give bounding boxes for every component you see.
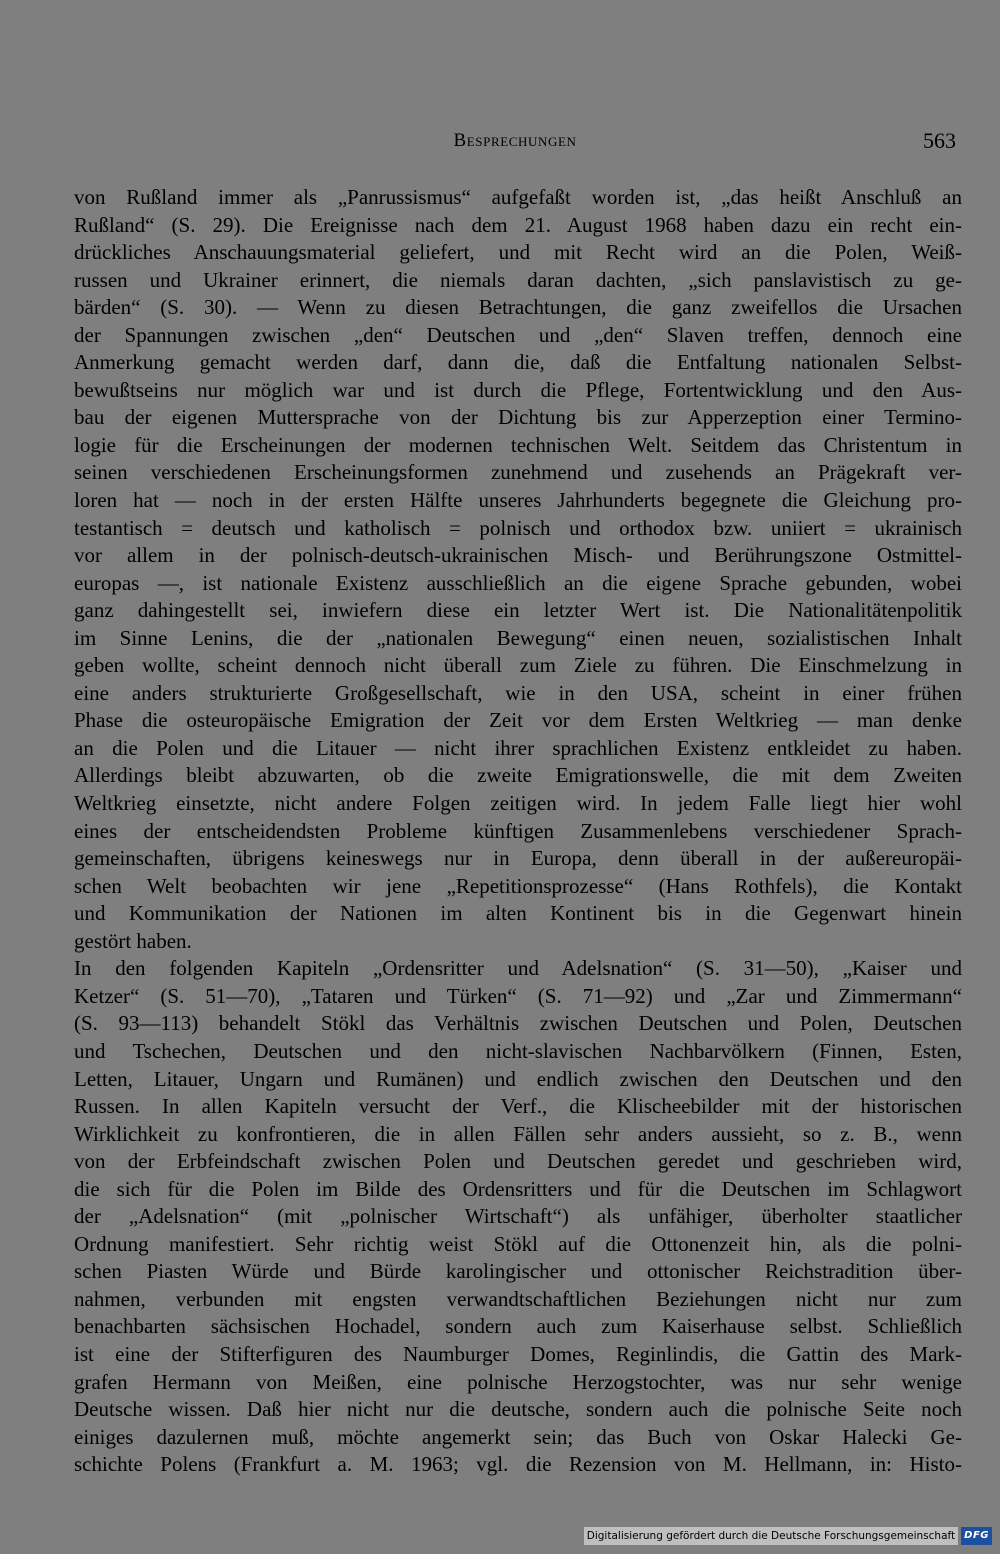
text-line: nahmen, verbunden mit engsten verwandtschaftlichen Beziehungen nicht nur zum <box>74 1286 962 1311</box>
text-line: von Rußland immer als „Panrussismus“ aufgefaßt worden ist, „das heißt Anschluß an <box>74 185 962 209</box>
text-line: eines der entscheidendsten Probleme künftigen Zusammenlebens verschiedener Sprach- <box>74 818 962 843</box>
text-line: im Sinne Lenins, die der „nationalen Bewegung“ einen neuen, sozialistischen Inhalt <box>74 625 962 650</box>
text-line: bärden“ (S. 30). — Wenn zu diesen Betrachtungen, die ganz zweifellos die Ursachen <box>74 295 962 320</box>
text-line: seinen verschiedenen Erscheinungsformen zunehmend und zusehends an Prägekraft ver- <box>74 460 962 485</box>
text-line: Wirklichkeit zu konfrontieren, die in allen Fällen sehr anders aussieht, so z. B., wenn <box>74 1121 962 1146</box>
text-line: testantisch = deutsch und katholisch = polnisch und orthodox bzw. uniiert = ukrainisch <box>74 515 962 540</box>
text-line: und Tschechen, Deutschen und den nicht-slavischen Nachbarvölkern (Finnen, Esten, <box>74 1038 962 1063</box>
text-line: von der Erbfeindschaft zwischen Polen und Deutschen geredet und geschrieben wird, <box>74 1149 962 1174</box>
text-line: die sich für die Polen im Bilde des Ordensritters und für die Deutschen im Schlagwort <box>74 1176 962 1201</box>
digitization-credit: Digitalisierung gefördert durch die Deutsche Forschungsgemeinschaft <box>584 1527 958 1545</box>
text-line: der Spannungen zwischen „den“ Deutschen und „den“ Slaven treffen, dennoch eine <box>74 322 962 347</box>
digitization-footer <box>584 1526 992 1546</box>
text-line: europas —, ist nationale Existenz ausschließlich an die eigene Sprache gebunden, wobei <box>74 570 962 595</box>
text-line: gestört haben. <box>74 928 192 953</box>
text-line: Allerdings bleibt abzuwarten, ob die zweite Emigrationswelle, die mit dem Zweiten <box>74 763 962 788</box>
text-line: Weltkrieg einsetzte, nicht andere Folgen zeitigen wird. In jedem Falle liegt hier wohl <box>74 791 962 816</box>
text-line: Letten, Litauer, Ungarn und Rumänen) und endlich zwischen den Deutschen und den <box>74 1066 962 1091</box>
text-line: ist eine der Stifterfiguren des Naumburger Domes, Reginlindis, die Gattin des Mark- <box>74 1341 962 1366</box>
text-line: (S. 93—113) behandelt Stökl das Verhältnis zwischen Deutschen und Polen, Deutschen <box>74 1011 962 1036</box>
text-line: Anmerkung gemacht werden darf, dann die, daß die Entfaltung nationalen Selbst- <box>74 350 962 375</box>
text-line: schichte Polens (Frankfurt a. M. 1963; vgl. die Rezension von M. Hellmann, in: Histo- <box>74 1452 962 1477</box>
text-line: vor allem in der polnisch-deutsch-ukrainischen Misch- und Berührungszone Ostmittel- <box>74 543 962 568</box>
text-line: Russen. In allen Kapiteln versucht der Verf., die Klischeebilder mit der historischen <box>74 1094 962 1119</box>
text-line: grafen Hermann von Meißen, eine polnische Herzogstochter, was nur sehr wenige <box>74 1369 962 1394</box>
running-head: Besprechungen <box>453 130 577 151</box>
text-line: an die Polen und die Litauer — nicht ihrer sprachlichen Existenz entkleidet zu haben. <box>74 735 962 760</box>
text-line: Ordnung manifestiert. Sehr richtig weist Stökl auf die Ottonenzeit hin, als die polni- <box>74 1231 962 1256</box>
dfg-logo-icon: DFG <box>961 1527 992 1545</box>
text-line: ganz dahingestellt sei, inwiefern diese ein letzter Wert ist. Die Nationalitätenpolitik <box>74 598 962 623</box>
text-line: loren hat — noch in der ersten Hälfte unseres Jahrhunderts begegnete die Gleichung pro- <box>74 488 962 513</box>
page-header <box>74 128 956 158</box>
text-line: einiges dazulernen muß, möchte angemerkt sein; das Buch von Oskar Halecki Ge- <box>74 1424 962 1449</box>
text-line: russen und Ukrainer erinnert, die niemals daran dachten, „sich panslavistisch zu ge- <box>74 267 962 292</box>
text-line: In den folgenden Kapiteln „Ordensritter und Adelsnation“ (S. 31—50), „Kaiser und <box>74 956 962 981</box>
page-number: 563 <box>923 128 956 153</box>
text-line: gemeinschaften, übrigens keineswegs nur in Europa, denn überall in der außereuropäi- <box>74 846 962 871</box>
text-line: Phase die osteuropäische Emigration der Zeit vor dem Ersten Weltkrieg — man denke <box>74 708 962 733</box>
text-line: Rußland“ (S. 29). Die Ereignisse nach dem 21. August 1968 haben dazu ein recht ein- <box>74 212 962 237</box>
text-line: Deutsche wissen. Daß hier nicht nur die deutsche, sondern auch die polnische Seite noch <box>74 1397 962 1422</box>
text-line: bau der eigenen Muttersprache von der Dichtung bis zur Apperzeption einer Termino- <box>74 405 962 430</box>
text-line: schen Piasten Würde und Bürde karolingischer und ottonischer Reichstradition über- <box>74 1259 962 1284</box>
text-line: geben wollte, scheint dennoch nicht überall zum Ziele zu führen. Die Einschmelzung in <box>74 653 962 678</box>
text-line: Ketzer“ (S. 51—70), „Tataren und Türken“ (S. 71—92) und „Zar und Zimmermann“ <box>74 983 962 1008</box>
text-line: benachbarten sächsischen Hochadel, sondern auch zum Kaiserhause selbst. Schließlich <box>74 1314 962 1339</box>
text-line: schen Welt beobachten wir jene „Repetitionsprozesse“ (Hans Rothfels), die Kontakt <box>74 873 962 898</box>
text-body <box>74 184 962 1479</box>
text-line: logie für die Erscheinungen der modernen technischen Welt. Seitdem das Christentum in <box>74 432 962 457</box>
text-line: der „Adelsnation“ (mit „polnischer Wirtschaft“) als unfähiger, überholter staatlicher <box>74 1204 962 1229</box>
text-line: und Kommunikation der Nationen im alten Kontinent bis in die Gegenwart hinein <box>74 901 962 926</box>
text-line: bewußtseins nur möglich war und ist durch die Pflege, Fortentwicklung und den Aus- <box>74 377 962 402</box>
text-line: eine anders strukturierte Großgesellschaft, wie in den USA, scheint in einer frühen <box>74 680 962 705</box>
text-line: drückliches Anschauungsmaterial geliefert, und mit Recht wird an die Polen, Weiß- <box>74 240 962 265</box>
